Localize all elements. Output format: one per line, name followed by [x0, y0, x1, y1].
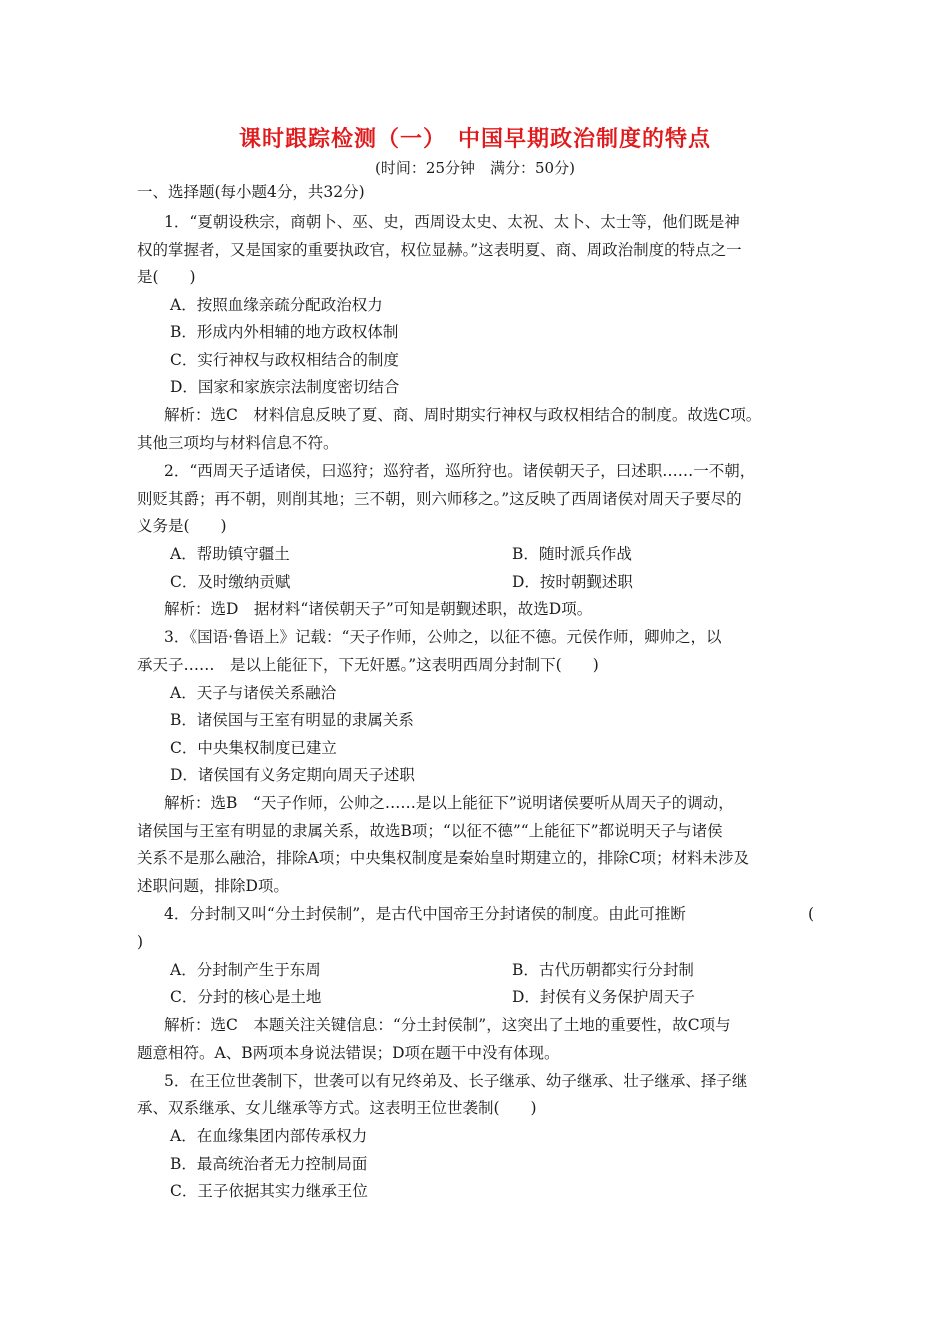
q4-option-b: B．古代历朝都实行分封制 — [512, 961, 694, 979]
q3-stem-line: 3．《国语·鲁语上》记载：“天子作师，公帅之，以征不德。元侯作师，卿帅之，以 — [164, 628, 722, 646]
time-score-line: (时间：25分钟 满分：50分) — [375, 159, 575, 177]
q2-option-c: C．及时缴纳贡赋 — [170, 573, 291, 591]
q3-analysis-line: 述职问题，排除D项。 — [137, 877, 289, 895]
q3-option-a: A．天子与诸侯关系融洽 — [170, 684, 337, 702]
q3-option-c: C．中央集权制度已建立 — [170, 739, 337, 757]
q5-stem-line: 5．在王位世袭制下，世袭可以有兄终弟及、长子继承、幼子继承、壮子继承、择子继 — [164, 1072, 748, 1090]
section-heading: 一、选择题(每小题4分，共32分) — [137, 183, 365, 201]
q2-stem-line: 2．“西周天子适诸侯，曰巡狩；巡狩者，巡所狩也。诸侯朝天子，曰述职……一不朝， — [164, 462, 756, 480]
page-title: 课时跟踪检测（一） 中国早期政治制度的特点 — [238, 127, 711, 152]
q4-option-a: A．分封制产生于东周 — [170, 961, 321, 979]
q3-analysis-line: 解析：选B “天子作师，公帅之……是以上能征下”说明诸侯要听从周天子的调动， — [164, 794, 734, 812]
q1-stem-line: 1．“夏朝设秩宗，商朝卜、巫、史，西周设太史、太祝、太卜、太士等，他们既是神 — [164, 213, 740, 231]
q2-analysis-line: 解析：选D 据材料“诸侯朝天子”可知是朝觐述职，故选D项。 — [164, 600, 593, 618]
q3-analysis-line: 关系不是那么融洽，排除A项；中央集权制度是秦始皇时期建立的，排除C项；材料未涉及 — [137, 849, 750, 867]
q1-stem-line: 权的掌握者，又是国家的重要执政官，权位显赫。”这表明夏、商、周政治制度的特点之一 — [137, 241, 742, 259]
q1-option-c: C．实行神权与政权相结合的制度 — [170, 351, 399, 369]
q2-stem-line: 义务是( ) — [137, 517, 227, 535]
q2-option-b: B．随时派兵作战 — [512, 545, 632, 563]
q1-stem-line: 是( ) — [137, 268, 196, 286]
q1-option-b: B．形成内外相辅的地方政权体制 — [170, 323, 399, 341]
q3-analysis-line: 诸侯国与王室有明显的隶属关系，故选B项；“以征不德”“上能征下”都说明天子与诸侯 — [137, 822, 723, 840]
q3-stem-line: 承天子…… 是以上能征下，下无奸慝。”这表明西周分封制下( ) — [137, 656, 599, 674]
q4-analysis-line: 题意相符。A、B两项本身说法错误；D项在题干中没有体现。 — [137, 1044, 560, 1062]
q1-option-a: A．按照血缘亲疏分配政治权力 — [170, 296, 383, 314]
q5-option-b: B．最高统治者无力控制局面 — [170, 1155, 368, 1173]
q2-option-d: D．按时朝觐述职 — [512, 573, 633, 591]
q1-analysis-line: 解析：选C 材料信息反映了夏、商、周时期实行神权与政权相结合的制度。故选C项。 — [164, 406, 762, 424]
q4-option-c: C．分封的核心是土地 — [170, 988, 322, 1006]
q4-answer-paren-close: ) — [137, 933, 144, 951]
q2-stem-line: 则贬其爵；再不朝，则削其地；三不朝，则六师移之。”这反映了西周诸侯对周天子要尽的 — [137, 490, 742, 508]
q5-stem-line: 承、双系继承、女儿继承等方式。这表明王位世袭制( ) — [137, 1099, 537, 1117]
q1-analysis-line: 其他三项均与材料信息不符。 — [137, 434, 339, 452]
q2-option-a: A．帮助镇守疆土 — [170, 545, 290, 563]
q1-option-d: D．国家和家族宗法制度密切结合 — [170, 378, 400, 396]
q3-option-d: D．诸侯国有义务定期向周天子述职 — [170, 766, 415, 784]
q4-answer-paren-open: ( — [807, 905, 814, 923]
q5-option-c: C．王子依据其实力继承王位 — [170, 1182, 368, 1200]
q4-option-d: D．封侯有义务保护周天子 — [512, 988, 695, 1006]
q5-option-a: A．在血缘集团内部传承权力 — [170, 1127, 368, 1145]
q4-stem-line: 4．分封制又叫“分土封侯制”，是古代中国帝王分封诸侯的制度。由此可推断 — [164, 905, 686, 923]
q3-option-b: B．诸侯国与王室有明显的隶属关系 — [170, 711, 414, 729]
q4-analysis-line: 解析：选C 本题关注关键信息：“分土封侯制”，这突出了土地的重要性，故C项与 — [164, 1016, 731, 1034]
